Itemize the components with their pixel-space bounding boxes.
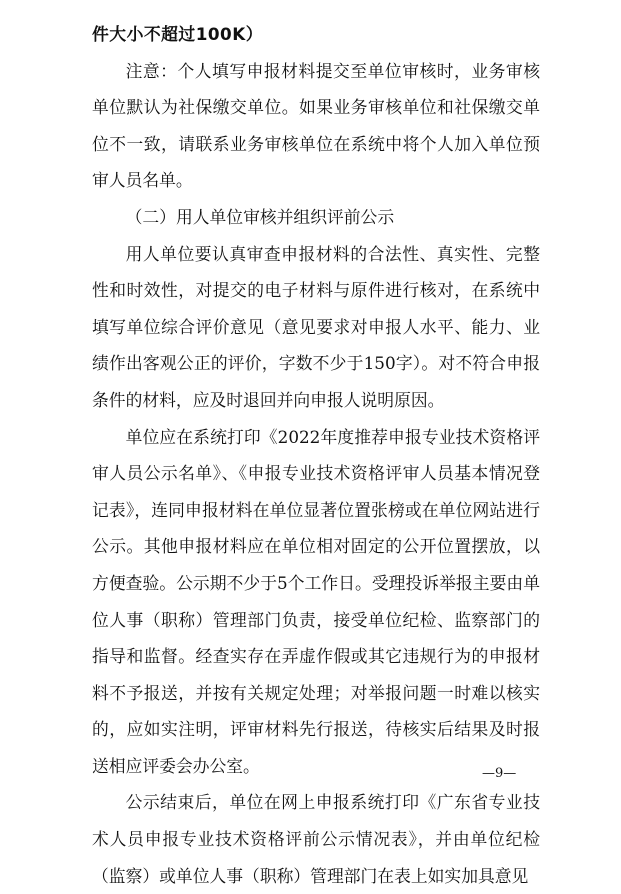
body-text [92,16,540,894]
page-number: —9— [482,766,517,781]
paragraph-employer-review: 用人单位要认真审查申报材料的合法性、真实性、完整性和时效性，对提交的电子材料与原件进行核对，在系统中填写单位综合评价意见（意见要求对申报人水平、能力、业绩作出客观公正的评价，字数不少于150字）。对不符合申报条件的材料，应及时退回并向申报人说明原因。 [92,243,540,410]
paragraph-publicity: 单位应在系统打印《2022年度推荐申报专业技术资格评审人员公示名单》、《申报专业技术资格评审人员基本情况登记表》，连同申报材料在单位显著位置张榜或在单位网站进行公示。其他申报材料应在单位相对固定的公开位置摆放，以方便查验。公示期不少于5个工作日。受理投诉举报主要由单位人事（职称）管理部门负责，接受单位纪检、监察部门的指导和监督。经查实存在弄虚作假或其它违规行为的申报材料不予报送，并按有关规定处理；对举报问题一时难以核实的，应如实注明，评审材料先行报送，待核实后结果及时报送相应评委会办公室。 [92,426,540,776]
paragraph-notice: 注意：个人填写申报材料提交至单位审核时，业务审核单位默认为社保缴交单位。如果业务审核单位和社保缴交单位不一致，请联系业务审核单位在系统中将个人加入单位预审人员名单。 [92,60,540,191]
paragraph-after-publicity: 公示结束后，单位在网上申报系统打印《广东省专业技术人员申报专业技术资格评前公示情况表》，并由单位纪检（监察）或单位人事（职称）管理部门在表上如实加具意见 [92,792,540,886]
paragraph-file-size-note: 件大小不超过100K） [92,24,264,44]
section-heading-employer-review: （二）用人单位审核并组织评前公示 [125,206,395,227]
